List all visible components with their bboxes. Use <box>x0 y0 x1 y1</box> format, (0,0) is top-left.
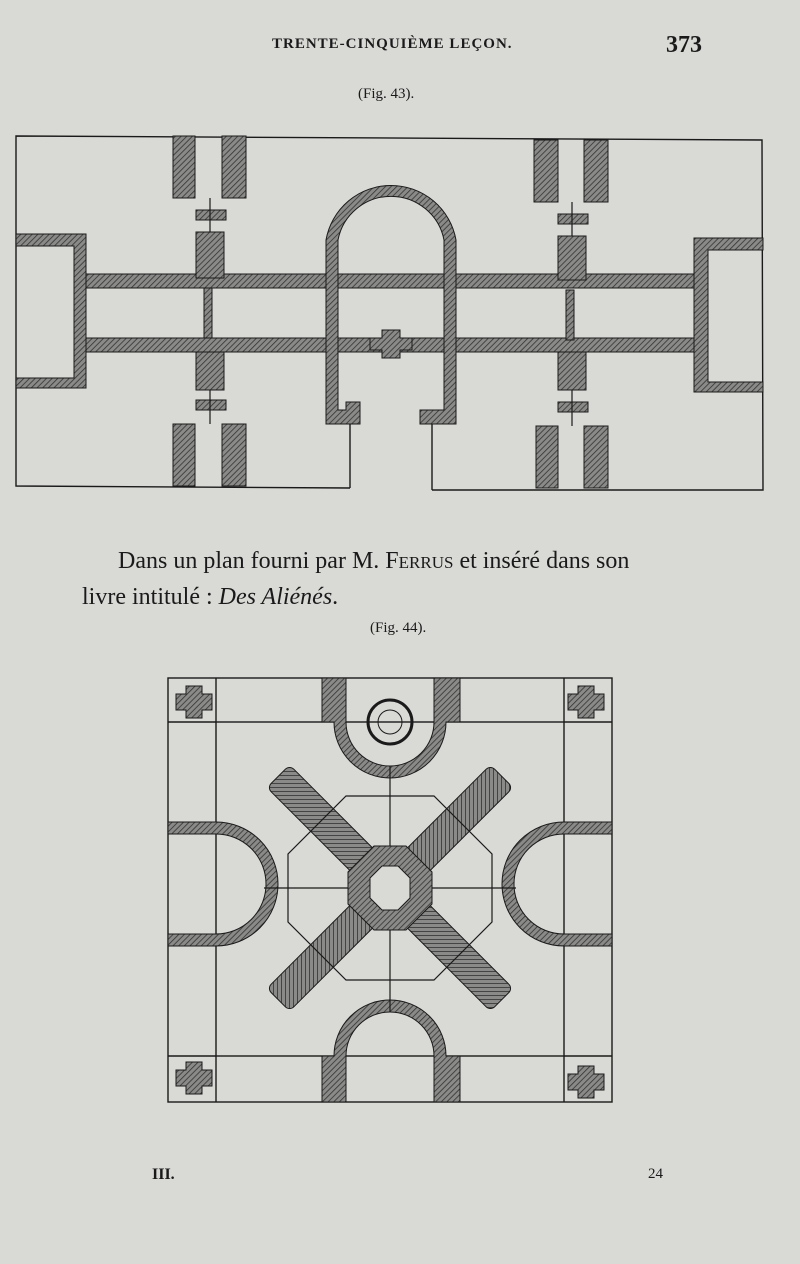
paragraph-line-1-start: Dans un plan fourni par M. <box>118 548 386 574</box>
signature-mark: III. <box>152 1166 175 1183</box>
author-name: Ferrus <box>385 548 454 574</box>
paragraph-line-1-end: et inséré dans son <box>453 548 630 574</box>
sheet-number: 24 <box>648 1166 663 1182</box>
book-title: Des Aliénés <box>218 584 333 610</box>
figure-44-caption: (Fig. 44). <box>370 620 427 636</box>
running-title: TRENTE-CINQUIÈME LEÇON. <box>272 36 513 52</box>
paragraph-line-2 <box>82 584 338 610</box>
figure-43-caption: (Fig. 43). <box>358 86 415 102</box>
paragraph-line-2-start: livre intitulé : <box>82 584 219 610</box>
figure-44-floor-plan <box>0 660 800 1160</box>
paragraph-line-2-end: . <box>332 584 339 610</box>
figure-43-floor-plan <box>0 0 800 500</box>
paragraph-line-1 <box>82 543 722 579</box>
page-number: 373 <box>666 32 702 58</box>
paragraph <box>82 543 722 615</box>
